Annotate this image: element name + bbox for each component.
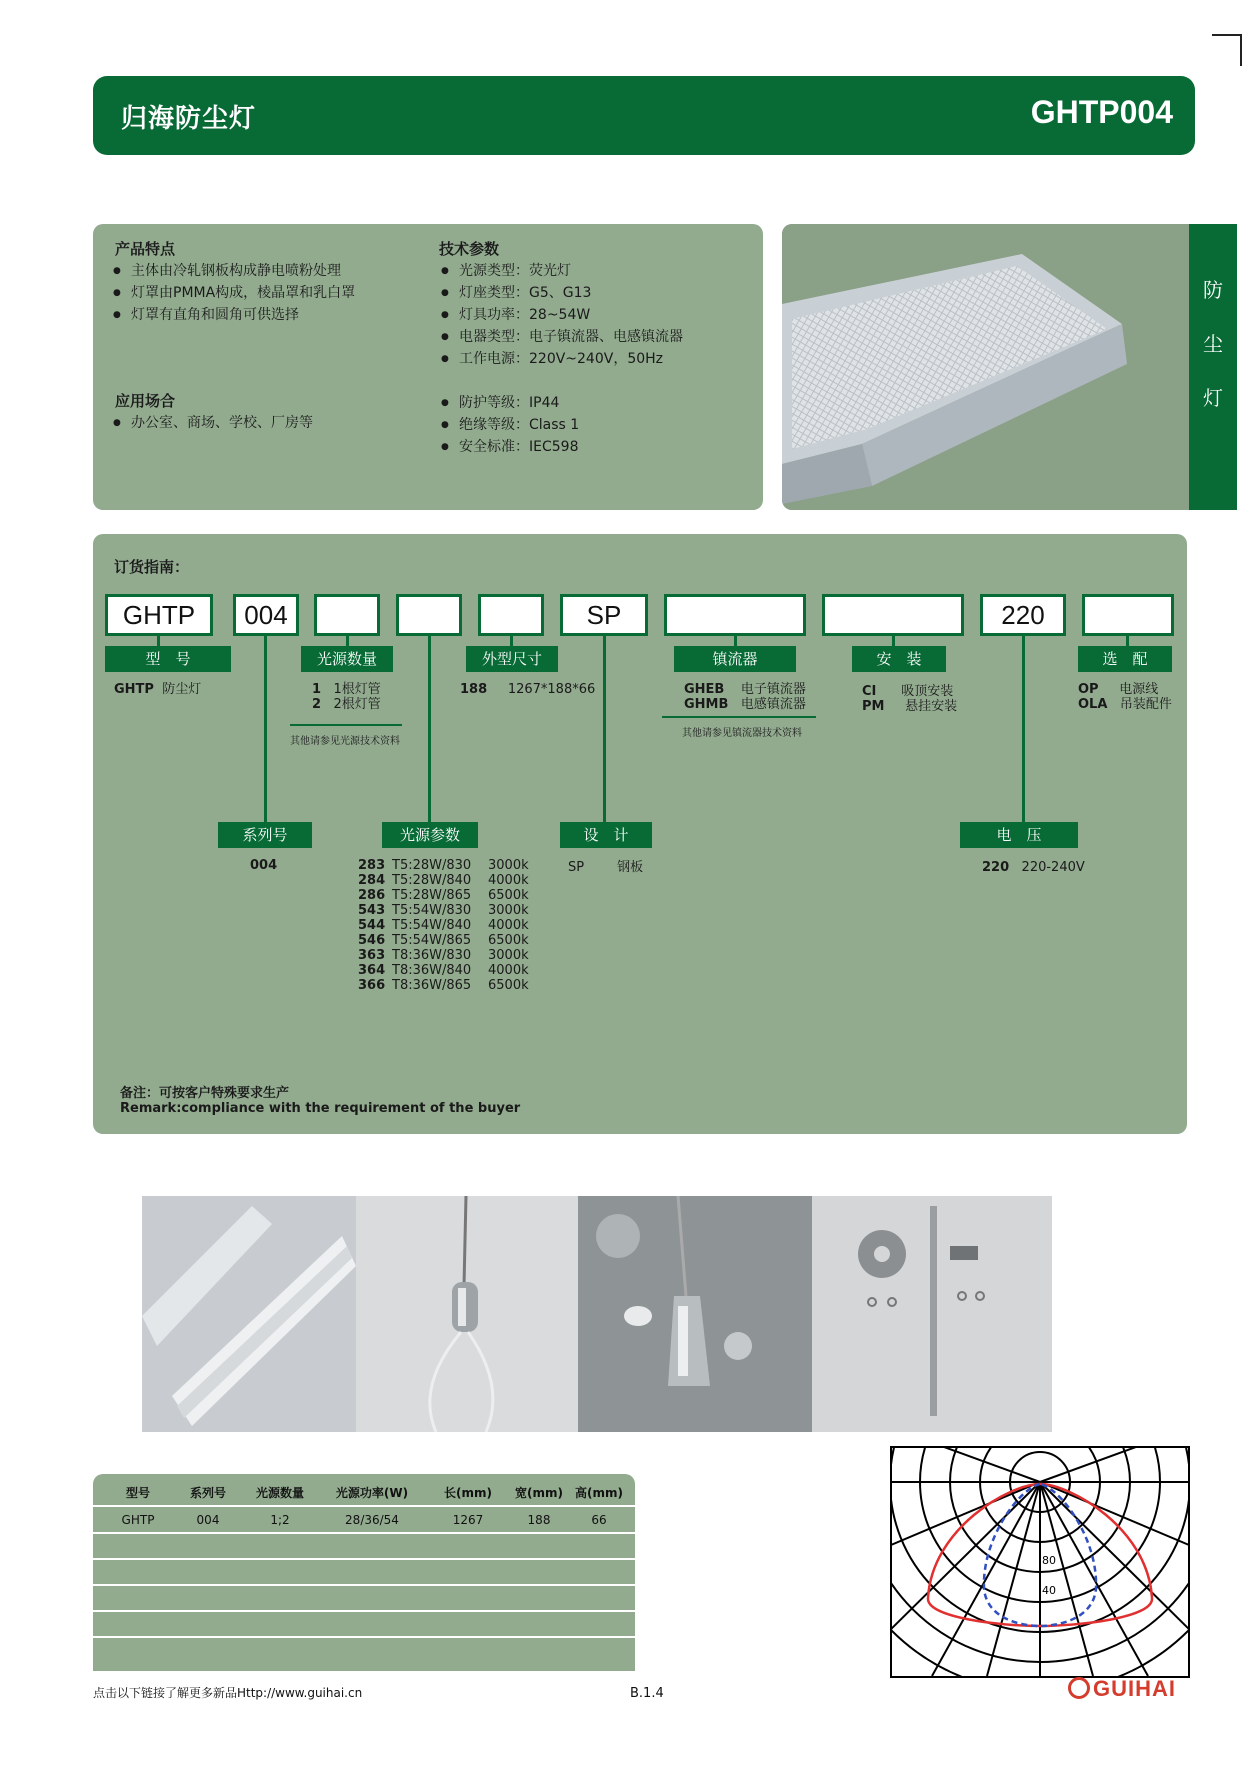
lamp-qty-row <box>312 682 381 697</box>
code-box-voltage: 220 <box>980 594 1066 636</box>
code-box-model: GHTP <box>105 594 213 636</box>
lamp-param-type: T8:36W/865 <box>392 978 472 993</box>
table-row <box>93 1509 635 1531</box>
table-cell: 1;2 <box>270 1513 290 1527</box>
feature-item: ● 灯罩由PMMA构成，棱晶罩和乳白罩 <box>113 282 355 304</box>
lamp-param-cct: 4000k <box>488 873 529 888</box>
install-code: CI <box>862 684 877 699</box>
divider <box>290 724 402 726</box>
label-series: 系列号 <box>218 822 312 848</box>
header-cell: 系列号 <box>189 1486 226 1500</box>
label-install: 安 装 <box>852 646 946 672</box>
label-ballast: 镇流器 <box>674 646 796 672</box>
connector <box>734 636 737 646</box>
photo-cable-grip <box>356 1196 578 1432</box>
category-char: 尘 <box>1203 332 1223 356</box>
code-box-lamp-qty <box>314 594 380 636</box>
voltage-desc <box>982 860 1085 875</box>
page-title: 归海防尘灯 <box>121 104 257 134</box>
lamp-param-code: 286 <box>358 888 386 903</box>
design-text: 钢板 <box>617 860 644 875</box>
lamp-param-code: 543 <box>358 903 386 918</box>
lamp-param-row <box>358 888 529 903</box>
option-code: OP <box>1078 682 1099 697</box>
lamp-qty-code: 2 <box>312 697 322 712</box>
lamp-param-type: T5:28W/840 <box>392 873 472 888</box>
lamp-qty-code: 1 <box>312 682 322 697</box>
tech-list-2 <box>441 392 579 458</box>
lamp-params-list <box>358 858 529 993</box>
spec-table <box>93 1474 635 1671</box>
category-char: 防 <box>1203 278 1223 302</box>
crop-mark <box>1212 34 1242 66</box>
lamp-param-type: T8:36W/840 <box>392 963 472 978</box>
application-title: 应用场合 <box>115 392 176 410</box>
lamp-param-type: T5:54W/865 <box>392 933 472 948</box>
connector <box>428 636 431 826</box>
connector <box>157 636 160 646</box>
lamp-param-cct: 3000k <box>488 903 529 918</box>
lamp-param-row <box>358 978 529 993</box>
lamp-param-type: T5:54W/830 <box>392 903 472 918</box>
features-list <box>113 260 355 326</box>
table-divider <box>93 1505 635 1507</box>
footer-link[interactable]: 点击以下链接了解更多新品Http://www.guihai.cn <box>93 1686 363 1700</box>
tech-item: ● 防护等级：IP44 <box>441 392 579 414</box>
lamp-param-cct: 4000k <box>488 918 529 933</box>
ballast-code: GHMB <box>684 697 729 712</box>
code-box-ballast <box>664 594 806 636</box>
table-divider <box>93 1558 635 1560</box>
lamp-param-row <box>358 933 529 948</box>
lamp-param-type: T8:36W/830 <box>392 948 472 963</box>
install-row <box>862 684 953 699</box>
size-code: 188 <box>460 682 488 697</box>
install-row <box>862 699 957 714</box>
connector <box>1022 636 1025 826</box>
tech-item: ● 电器类型：电子镇流器、电感镇流器 <box>441 326 683 348</box>
remark-cn: 备注：可按客户特殊要求生产 <box>120 1086 290 1101</box>
polar-label: 40 <box>1042 1584 1056 1597</box>
table-divider <box>93 1584 635 1586</box>
ballast-text: 电感镇流器 <box>740 697 806 712</box>
table-cell: 66 <box>591 1513 607 1527</box>
connector <box>346 636 349 646</box>
header-cell: 光源功率(W) <box>335 1486 409 1500</box>
label-size: 外型尺寸 <box>466 646 558 672</box>
lamp-param-row <box>358 948 529 963</box>
features-panel <box>93 224 763 510</box>
light-distribution-diagram <box>890 1446 1190 1678</box>
model-desc <box>114 682 201 697</box>
page-number: B.1.4 <box>630 1686 664 1701</box>
table-cell: 1267 <box>452 1513 484 1527</box>
design-code: SP <box>568 860 585 875</box>
install-code: PM <box>862 699 885 714</box>
photo-diffusers <box>142 1196 356 1432</box>
photo-mounting-kit <box>812 1196 1052 1432</box>
lamp-param-row <box>358 873 529 888</box>
spec-table-header <box>93 1482 635 1504</box>
accessory-photos <box>142 1196 1052 1432</box>
design-desc <box>568 860 643 875</box>
lamp-param-type: T5:54W/840 <box>392 918 472 933</box>
lamp-param-cct: 3000k <box>488 858 529 873</box>
header-cell: 长(mm) <box>444 1486 492 1500</box>
connector <box>892 636 895 646</box>
label-model: 型 号 <box>105 646 231 672</box>
lamp-param-code: 544 <box>358 918 386 933</box>
connector <box>510 636 513 646</box>
page-header <box>93 76 1195 155</box>
install-text: 悬挂安装 <box>905 699 958 714</box>
features-title: 产品特点 <box>115 240 176 258</box>
table-cell: 28/36/54 <box>345 1513 399 1527</box>
label-lamp-qty: 光源数量 <box>301 646 393 672</box>
lamp-param-code: 546 <box>358 933 386 948</box>
lamp-param-cct: 6500k <box>488 933 529 948</box>
header-cell: 高(mm) <box>575 1486 623 1500</box>
lamp-param-row <box>358 963 529 978</box>
divider <box>662 716 816 718</box>
option-text: 吊装配件 <box>1119 697 1172 712</box>
application-list <box>113 412 313 434</box>
ballast-row <box>684 697 806 712</box>
tech-item: ● 工作电源：220V~240V，50Hz <box>441 348 683 370</box>
code-box-lamp-param <box>396 594 462 636</box>
connector <box>1126 636 1129 646</box>
category-tab <box>1189 224 1237 510</box>
code-box-design: SP <box>560 594 648 636</box>
voltage-code: 220 <box>982 860 1010 875</box>
tech-item: ● 光源类型：荧光灯 <box>441 260 683 282</box>
label-voltage: 电 压 <box>960 822 1078 848</box>
lamp-param-row <box>358 903 529 918</box>
product-photo <box>782 224 1192 510</box>
option-text: 电源线 <box>1119 682 1159 697</box>
table-cell: GHTP <box>121 1513 155 1527</box>
lamp-param-type: T5:28W/865 <box>392 888 472 903</box>
model-text: 防尘灯 <box>162 682 202 697</box>
option-row <box>1078 682 1158 697</box>
header-cell: 光源数量 <box>255 1486 304 1500</box>
remark-en: Remark:compliance with the requirement of the buyer <box>120 1101 521 1116</box>
ordering-guide-title: 订货指南： <box>114 558 190 576</box>
header-cell: 宽(mm) <box>515 1486 563 1500</box>
lamp-param-cct: 4000k <box>488 963 529 978</box>
header-cell: 型号 <box>125 1486 150 1500</box>
tech-item: ● 灯座类型：G5、G13 <box>441 282 683 304</box>
option-row <box>1078 697 1172 712</box>
photo-pendant-fitting <box>578 1196 812 1432</box>
install-text: 吸顶安装 <box>901 684 954 699</box>
code-box-option <box>1082 594 1174 636</box>
feature-item: ● 主体由冷轧钢板构成静电喷粉处理 <box>113 260 355 282</box>
table-divider <box>93 1532 635 1534</box>
size-desc <box>460 682 595 697</box>
table-cell: 004 <box>196 1513 220 1527</box>
lamp-param-code: 364 <box>358 963 386 978</box>
label-option: 选 配 <box>1078 646 1172 672</box>
label-design: 设 计 <box>560 822 652 848</box>
tech-item: ● 绝缘等级：Class 1 <box>441 414 579 436</box>
feature-item: ● 灯罩有直角和圆角可供选择 <box>113 304 355 326</box>
logo-icon <box>1068 1677 1090 1699</box>
lamp-param-code: 284 <box>358 873 386 888</box>
code-box-install <box>822 594 964 636</box>
label-lamp-param: 光源参数 <box>382 822 478 848</box>
lamp-qty-text: 2根灯管 <box>333 697 381 712</box>
model-code: GHTP <box>114 682 154 697</box>
category-char: 灯 <box>1203 386 1223 410</box>
lamp-qty-row <box>312 697 381 712</box>
table-cell: 188 <box>527 1513 551 1527</box>
tech-item: ● 灯具功率：28~54W <box>441 304 683 326</box>
lamp-qty-text: 1根灯管 <box>333 682 381 697</box>
application-item: ● 办公室、商场、学校、厂房等 <box>113 412 313 434</box>
lamp-param-code: 283 <box>358 858 386 873</box>
lamp-param-row <box>358 858 529 873</box>
brand-logo <box>1068 1676 1176 1702</box>
series-desc <box>250 858 277 873</box>
ballast-row <box>684 682 806 697</box>
connector <box>264 636 267 826</box>
lamp-param-cct: 6500k <box>488 978 529 993</box>
size-text: 1267*188*66 <box>507 682 596 697</box>
logo-text: GUIHAI <box>1093 1676 1176 1701</box>
tech-item: ● 安全标准：IEC598 <box>441 436 579 458</box>
lamp-param-code: 363 <box>358 948 386 963</box>
tech-title: 技术参数 <box>439 240 500 258</box>
lamp-param-row <box>358 918 529 933</box>
lamp-param-cct: 6500k <box>488 888 529 903</box>
ballast-note: 其他请参见镇流器技术资料 <box>682 728 802 739</box>
table-divider <box>93 1610 635 1612</box>
table-divider <box>93 1636 635 1638</box>
series-code: 004 <box>250 858 278 873</box>
option-code: OLA <box>1078 697 1108 712</box>
code-box-series: 004 <box>233 594 299 636</box>
ballast-code: GHEB <box>684 682 725 697</box>
lamp-param-type: T5:28W/830 <box>392 858 472 873</box>
lamp-param-cct: 3000k <box>488 948 529 963</box>
connector <box>603 636 606 826</box>
code-box-size <box>478 594 544 636</box>
polar-label: 80 <box>1042 1554 1056 1567</box>
ballast-text: 电子镇流器 <box>740 682 806 697</box>
tech-list <box>441 260 683 370</box>
lamp-param-code: 366 <box>358 978 386 993</box>
model-number: GHTP004 <box>1030 94 1173 130</box>
voltage-text: 220-240V <box>1021 860 1085 875</box>
lamp-qty-note: 其他请参见光源技术资料 <box>290 736 400 747</box>
